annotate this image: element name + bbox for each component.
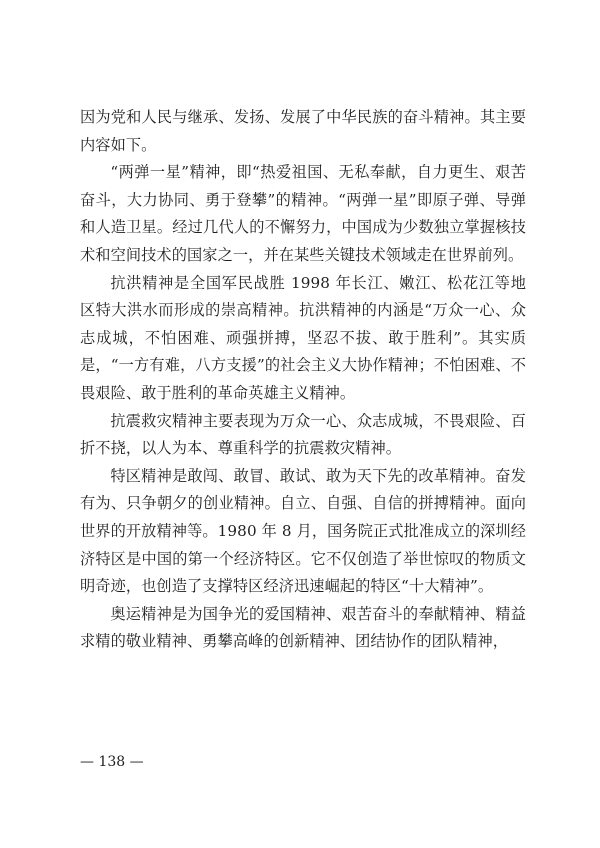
paragraph-olympic-spirit: 奥运精神是为国争光的爱国精神、艰苦奋斗的奉献精神、精益求精的敬业精神、勇攀高峰的创新精神、团结协作的团队精神， [80,604,526,651]
paragraph-earthquake-relief-spirit: 抗震救灾精神主要表现为万众一心、众志成城，不畏艰险、百折不挠，以人为本、尊重科学的抗震救灾精神。 [80,411,526,458]
paragraph-flood-fighting-spirit: 抗洪精神是全国军民战胜 1998 年长江、嫩江、松花江等地区特大洪水而形成的崇高精神。抗洪精神的内涵是“万众一心、众志成城，不怕困难、顽强拼搏，坚忍不拔、敢于胜利”。其实质是，“一方有难，八方支援”的社会主义大协作精神；不怕困难、不畏艰险、敢于胜利的革命英雄主义精神。 [80,273,526,402]
paragraph-two-bombs-one-satellite: “两弹一星”精神，即“热爱祖国、无私奉献，自力更生、艰苦奋斗，大力协同、勇于登攀”的精神。“两弹一星”即原子弹、导弹和人造卫星。经过几代人的不懈努力，中国成为少数独立掌握核技术和空间技术的国家之一，并在某些关键技术领域走在世界前列。 [80,163,526,264]
page-number: — 138 — [80,754,144,770]
paragraph-special-zone-spirit: 特区精神是敢闯、敢冒、敢试、敢为天下先的改革精神。奋发有为、只争朝夕的创业精神。自立、自强、自信的拼搏精神。面向世界的开放精神等。1980 年 8 月，国务院正式批准成立的深圳经济特区是中国的第一个经济特区。它不仅创造了举世惊叹的物质文明奇迹，也创造了支撑特区经济迅速崛起的特区“十大精神”。 [80,466,526,596]
paragraph-continuation: 因为党和人民与继承、发扬、发展了中华民族的奋斗精神。其主要内容如下。 [80,108,526,154]
body-text [80,104,526,656]
